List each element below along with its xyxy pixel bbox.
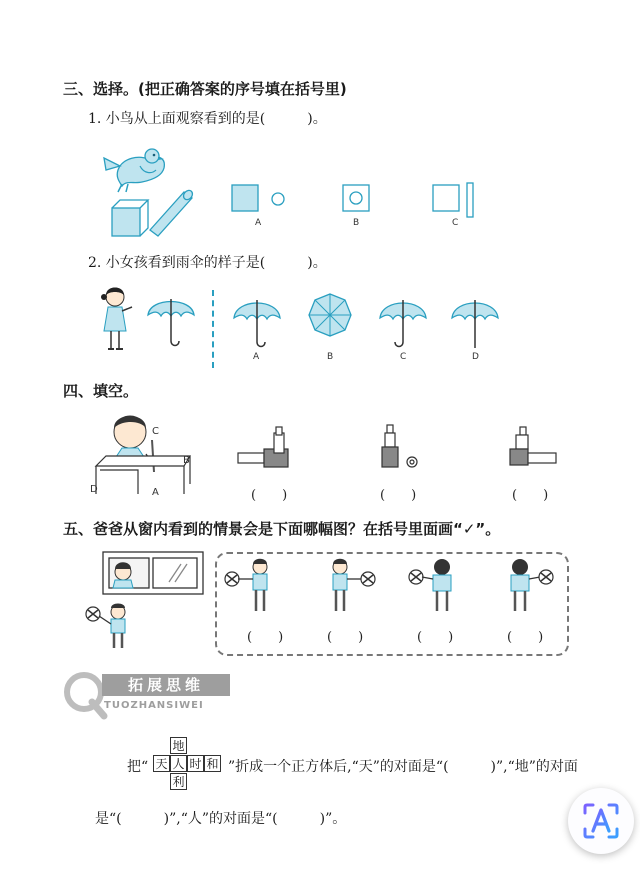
net-cell-li: 利 — [170, 773, 187, 790]
option-3-boy-back-icon — [409, 559, 451, 611]
option-c-top-view — [433, 183, 478, 217]
ext-text-prefix: 把“ — [127, 759, 149, 775]
ext-text-line2: 是“( )”,“人”的对面是“( )”。 — [95, 811, 347, 827]
logo-chinese-text: 拓展思维 — [102, 674, 230, 696]
q2-option-c: C — [400, 352, 407, 362]
s5-blank-1[interactable]: ( ) — [247, 630, 284, 645]
q1-option-b: B — [353, 218, 360, 228]
umbrella-options — [230, 288, 510, 350]
section3-title: 三、选择。(把正确答案的序号填在括号里) — [63, 80, 347, 98]
net-cell-he: 和 — [204, 755, 221, 772]
net-cell-di: 地 — [170, 737, 187, 754]
s5-blank-2[interactable]: ( ) — [327, 630, 364, 645]
ext-text-line1: ”折成一个正方体后,“天”的对面是“( )”,“地”的对面 — [228, 759, 578, 775]
cylinder-icon — [150, 189, 194, 236]
bottle-view-3-icon — [510, 427, 556, 465]
bottle-view-1-icon — [238, 427, 288, 467]
umbrella-b-icon — [309, 294, 351, 336]
net-cell-shi: 时 — [187, 755, 204, 772]
umbrella-c-icon — [380, 300, 426, 347]
divider-line — [212, 290, 214, 368]
bottle-views — [238, 425, 558, 475]
dad-window-boy-illustration — [85, 552, 210, 652]
bird-cube-cylinder-illustration — [100, 140, 200, 240]
q1-option-a: A — [255, 218, 262, 228]
section5-title: 五、爸爸从窗内看到的情景会是下面哪幅图？在括号里面画“✓”。 — [63, 520, 501, 538]
translate-fab-button[interactable] — [568, 788, 634, 854]
s4-blank-3[interactable]: ( ) — [512, 488, 549, 503]
s5-option-figures — [220, 555, 560, 620]
logo-english-text: TUOZHANSIWEI — [104, 700, 204, 711]
question1-text: 1. 小鸟从上面观察看到的是( )。 — [88, 111, 327, 127]
section4-title: 四、填空。 — [63, 382, 139, 400]
option-b-top-view — [343, 185, 373, 217]
option-2-boy-icon — [333, 559, 375, 611]
s5-blank-4[interactable]: ( ) — [507, 630, 544, 645]
bird-icon — [104, 149, 164, 192]
q-logo-icon — [62, 668, 106, 720]
view-label-c: C — [152, 426, 159, 437]
desk-icon — [96, 456, 190, 494]
q1-option-c: C — [452, 218, 459, 228]
net-cell-ren: 人 — [170, 755, 187, 772]
view-label-d: D — [90, 484, 98, 495]
boy-at-desk-illustration — [88, 410, 198, 500]
girl-with-umbrella-illustration — [100, 285, 200, 360]
umbrella-a-icon — [234, 300, 280, 347]
girl-icon — [101, 288, 132, 350]
cube-icon — [112, 200, 148, 236]
umbrella-icon — [148, 299, 194, 346]
umbrella-d-icon — [452, 300, 498, 348]
translate-icon — [581, 801, 621, 841]
view-label-b: B — [183, 455, 190, 466]
view-label-a: A — [152, 487, 159, 498]
bottle-view-2-icon — [382, 425, 417, 467]
s4-blank-2[interactable]: ( ) — [380, 488, 417, 503]
cube-net — [146, 737, 236, 793]
q2-option-d: D — [472, 352, 479, 362]
net-cell-tian: 天 — [153, 755, 170, 772]
q2-option-a: A — [253, 352, 260, 362]
question2-text: 2. 小女孩看到雨伞的样子是( )。 — [88, 255, 327, 271]
q2-option-b: B — [327, 352, 334, 362]
dad-icon — [113, 562, 133, 588]
s5-blank-3[interactable]: ( ) — [417, 630, 454, 645]
option-a-top-view — [232, 185, 292, 217]
option-4-boy-back-icon — [511, 559, 553, 611]
extension-logo — [62, 668, 232, 720]
s4-blank-1[interactable]: ( ) — [251, 488, 288, 503]
boy-with-ball-icon — [86, 604, 125, 649]
option-1-boy-icon — [225, 559, 267, 611]
